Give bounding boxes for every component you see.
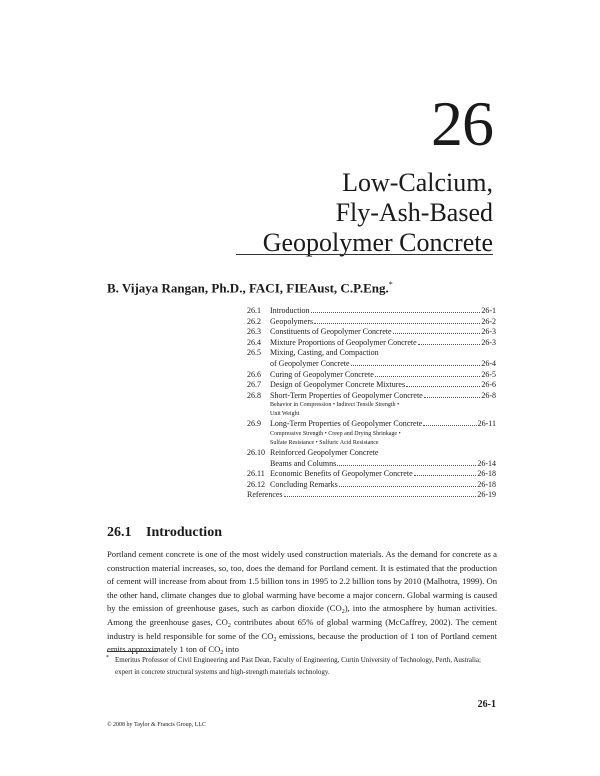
subscript: 2 <box>220 650 224 657</box>
toc-title: Geopolymers <box>270 316 314 326</box>
toc-leader <box>418 344 481 345</box>
toc-page: 26-5 <box>481 369 496 379</box>
section-heading <box>107 525 222 541</box>
toc-entry[interactable] <box>247 327 496 338</box>
section-title: Introduction <box>146 525 222 540</box>
section-number: 26.1 <box>107 525 132 540</box>
chapter-title-line: Low-Calcium, <box>342 168 493 197</box>
body-text-segment: contributes about 65% of global warming (McCaffrey, 2002). The cement industry is held responsible for some of the CO <box>107 616 497 641</box>
toc-leader <box>351 365 481 366</box>
toc-number: 26.2 <box>247 316 261 326</box>
toc-leader <box>414 475 477 476</box>
table-of-contents <box>247 306 496 501</box>
chapter-title-line: Fly-Ash-Based <box>335 198 493 227</box>
subscript: 2 <box>341 609 345 616</box>
footnote-mark: * <box>106 655 109 661</box>
body-text-segment: Portland cement concrete is one of the most widely used construction materials. As the demand for concrete as a construction material increases, so, too, does the demand for Portland cement. It is estimated that the production of cement will increase from about from 1.5 billion tons in 1995 to 2.2 billion tons by 2010 (Malhotra, 1999). On the other hand, climate changes due to global warming have become a major concern. Global warming is caused by the emission of greenhouse gases, such as carbon dioxide (CO <box>107 549 497 614</box>
toc-number: 26.11 <box>247 469 265 479</box>
body-text-segment: emissions, because the production of 1 ton of Portland cement emits approximately 1 ton of CO <box>107 630 497 655</box>
toc-title: Introduction <box>270 306 310 315</box>
toc-entry[interactable] <box>247 480 496 491</box>
toc-entry[interactable] <box>247 391 496 402</box>
toc-number: 26.6 <box>247 369 261 379</box>
toc-number: 26.5 <box>247 348 261 358</box>
author-name: B. Vijaya Rangan, Ph.D., FACI, FIEAust, C.P.Eng. <box>107 280 389 296</box>
toc-entry[interactable] <box>247 380 496 391</box>
toc-page: 26-18 <box>477 479 496 489</box>
toc-title: Economic Benefits of Geopolymer Concrete <box>270 469 413 479</box>
toc-page: 26-4 <box>481 358 496 368</box>
toc-title: Concluding Remarks <box>270 479 338 489</box>
toc-number: 26.4 <box>247 337 261 347</box>
toc-title: References <box>247 490 283 500</box>
toc-entry[interactable] <box>247 306 496 317</box>
toc-page: 26-2 <box>481 316 496 326</box>
toc-entry[interactable] <box>247 419 496 430</box>
toc-leader <box>393 333 481 334</box>
author-footnote-mark: * <box>388 280 393 289</box>
toc-title: Mixing, Casting, and Compaction <box>270 348 379 358</box>
toc-title: Long-Term Properties of Geopolymer Concrete <box>270 419 423 429</box>
toc-number: 26.12 <box>247 479 265 489</box>
chapter-number: 26 <box>431 88 493 159</box>
toc-title: Short-Term Properties of Geopolymer Concrete <box>270 390 423 400</box>
toc-number: 26.10 <box>247 447 265 457</box>
toc-page: 26-18 <box>477 469 496 479</box>
toc-number: 26.7 <box>247 380 261 390</box>
toc-page: 26-3 <box>481 327 496 337</box>
toc-entry[interactable] <box>247 317 496 328</box>
toc-title: Curing of Geopolymer Concrete <box>270 369 374 379</box>
toc-leader <box>314 323 480 324</box>
toc-entry[interactable] <box>247 469 496 480</box>
toc-number: 26.1 <box>247 306 261 315</box>
footnote <box>107 654 497 678</box>
toc-leader <box>406 386 480 387</box>
toc-leader <box>311 312 481 313</box>
toc-number: 26.8 <box>247 390 261 400</box>
toc-title: Mixture Proportions of Geopolymer Concrete <box>270 337 417 347</box>
toc-leader <box>375 376 481 377</box>
toc-title: Beams and Columns <box>270 458 337 468</box>
chapter-title <box>263 168 493 258</box>
toc-subtopics: Unit Weight <box>270 411 300 418</box>
subscript: 2 <box>273 636 277 643</box>
body-text-segment: into <box>223 644 239 655</box>
toc-title: Reinforced Geopolymer Concrete <box>270 447 379 457</box>
subscript: 2 <box>227 622 231 629</box>
copyright: © 2008 by Taylor & Francis Group, LLC <box>107 722 207 728</box>
toc-entry[interactable] <box>247 338 496 349</box>
toc-entry-references[interactable] <box>247 490 496 501</box>
toc-leader <box>423 425 476 426</box>
toc-page: 26-14 <box>477 458 496 468</box>
toc-subtopics: Sulfate Resistance • Sulfuric Acid Resistance <box>270 439 379 446</box>
toc-entry-continuation[interactable] <box>247 359 496 370</box>
toc-leader <box>337 465 476 466</box>
author-line <box>107 280 393 296</box>
body-text-segment: ), into the atmosphere by human activities. Among the greenhouse gases, CO <box>107 603 497 627</box>
toc-subtopics: Behavior in Compression • Indirect Tensile Strength • <box>270 402 400 409</box>
toc-page: 26-6 <box>481 380 496 390</box>
toc-page: 26-8 <box>481 390 496 400</box>
body-paragraph <box>107 548 497 657</box>
toc-entry[interactable] <box>247 448 496 459</box>
toc-subtopics: Compressive Strength • Creep and Drying Shrinkage • <box>270 430 401 437</box>
toc-entry[interactable] <box>247 348 496 359</box>
footnote-text: Emeritus Professor of Civil Engineering and Past Dean, Faculty of Engineering, Curtin University of Technology, Perth, Australia; expert in concrete structural systems and high-strength materials technology. <box>115 656 481 676</box>
toc-leader <box>339 486 477 487</box>
toc-entry-continuation[interactable] <box>247 459 496 470</box>
toc-page: 26-3 <box>481 337 496 347</box>
toc-leader <box>424 397 481 398</box>
toc-title: Constituents of Geopolymer Concrete <box>270 327 392 337</box>
footnote-rule <box>107 651 157 652</box>
title-rule <box>236 254 493 255</box>
chapter-title-line: Geopolymer Concrete <box>262 228 493 257</box>
toc-page: 26-19 <box>477 490 496 500</box>
toc-title: of Geopolymer Concrete <box>270 358 350 368</box>
toc-number: 26.9 <box>247 419 261 429</box>
toc-page: 26-1 <box>481 306 496 315</box>
toc-number: 26.3 <box>247 327 261 337</box>
page-number: 26-1 <box>477 699 496 710</box>
toc-title: Design of Geopolymer Concrete Mixtures <box>270 380 406 390</box>
toc-leader <box>284 496 477 497</box>
toc-page: 26-11 <box>477 419 496 429</box>
toc-entry[interactable] <box>247 370 496 381</box>
